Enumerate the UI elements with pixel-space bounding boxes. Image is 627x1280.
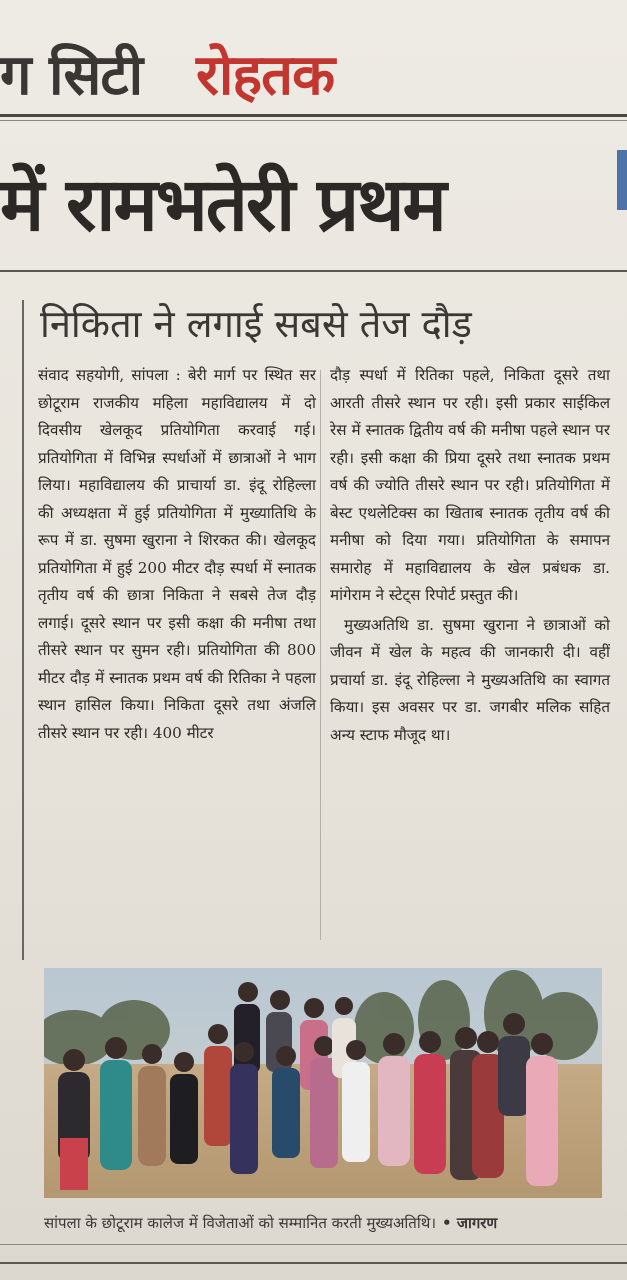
headline-rule (0, 270, 627, 272)
masthead-city: ग सिटी (0, 43, 143, 108)
subheadline: निकिता ने लगाई सबसे तेज दौड़ (40, 302, 472, 346)
news-photo (44, 968, 602, 1198)
masthead-rule (0, 114, 627, 117)
article-column-right (330, 362, 610, 749)
masthead (0, 40, 627, 120)
masthead-thin-rule (0, 120, 627, 121)
article-paragraph: मुख्यअतिथि डा. सुषमा खुराना ने छात्राओं को जीवन में खेल के महत्व की जानकारी दी। वहीं प्रचार्या डा. इंदू रोहिल्ला ने मुख्यअतिथि का स्वागत किया। इस अवसर पर डा. जगबीर मलिक सहित अन्य स्टाफ मौजूद था। (330, 615, 610, 744)
story-border (22, 300, 24, 960)
headline: में रामभतेरी प्रथम (0, 162, 445, 248)
caption-text: सांपला के छोटूराम कालेज में विजेताओं को सम्मानित करती मुख्यअतिथि। (44, 1214, 437, 1232)
article-paragraph: संवाद सहयोगी, सांपला : बेरी मार्ग पर स्थित सर छोटूराम राजकीय महिला महाविद्यालय में दो दिवसीय खेलकूद प्रतियोगिता करवाई गई। प्रतियोगिता में विभिन्न स्पर्धाओं में छात्राओं ने भाग लिया। महाविद्यालय की प्राचार्या डा. इंदू रोहिल्ला की अध्यक्षता में हुई प्रतियोगिता में मुख्यातिथि के रूप में डा. सुषमा खुराना ने शिरकत की। खेलकूद प्रतियोगिता में हुई 200 मीटर दौड़ स्पर्धा में स्नातक तृतीय वर्ष की छात्रा निकिता ने सबसे तेज दौड़ लगाई। दूसरे स्थान पर इसी कक्षा की मनीषा तथा तीसरे स्थान पर सुमन रही। प्रतियोगिता की 800 मीटर दौड़ में स्नातक प्रथम वर्ष की रितिका ने पहला स्थान हासिल किया। निकिता दूसरे तथा अंजलि तीसरे स्थान पर रही। 400 मीटर (38, 366, 316, 742)
edge-color-strip (617, 150, 627, 210)
column-divider (320, 370, 321, 940)
footer-rule (0, 1262, 627, 1264)
photo-credit: • जागरण (442, 1214, 498, 1232)
article-paragraph: दौड़ स्पर्धा में रितिका पहले, निकिता दूसरे तथा आरती तीसरे स्थान पर रही। इसी प्रकार साईकिल रेस में स्नातक द्वितीय वर्ष की मनीषा पहले स्थान पर रही। इसी कक्षा की प्रिया दूसरे तथा स्नातक प्रथम वर्ष की ज्योति तीसरे स्थान पर रही। प्रतियोगिता में बेस्ट एथलेटिक्स का खिताब स्नातक तृतीय वर्ष की मनीषा को दिया गया। प्रतियोगिता के समापन समारोह में महाविद्यालय के खेल प्रबंधक डा. मांगेराम ने स्टेट्स रिपोर्ट प्रस्तुत की। (330, 366, 610, 604)
footer-thin-rule (0, 1244, 627, 1245)
photo-caption (44, 1206, 602, 1240)
group-photo-illustration (44, 968, 602, 1198)
article-column-left (38, 362, 316, 747)
masthead-place: रोहतक (196, 43, 335, 108)
